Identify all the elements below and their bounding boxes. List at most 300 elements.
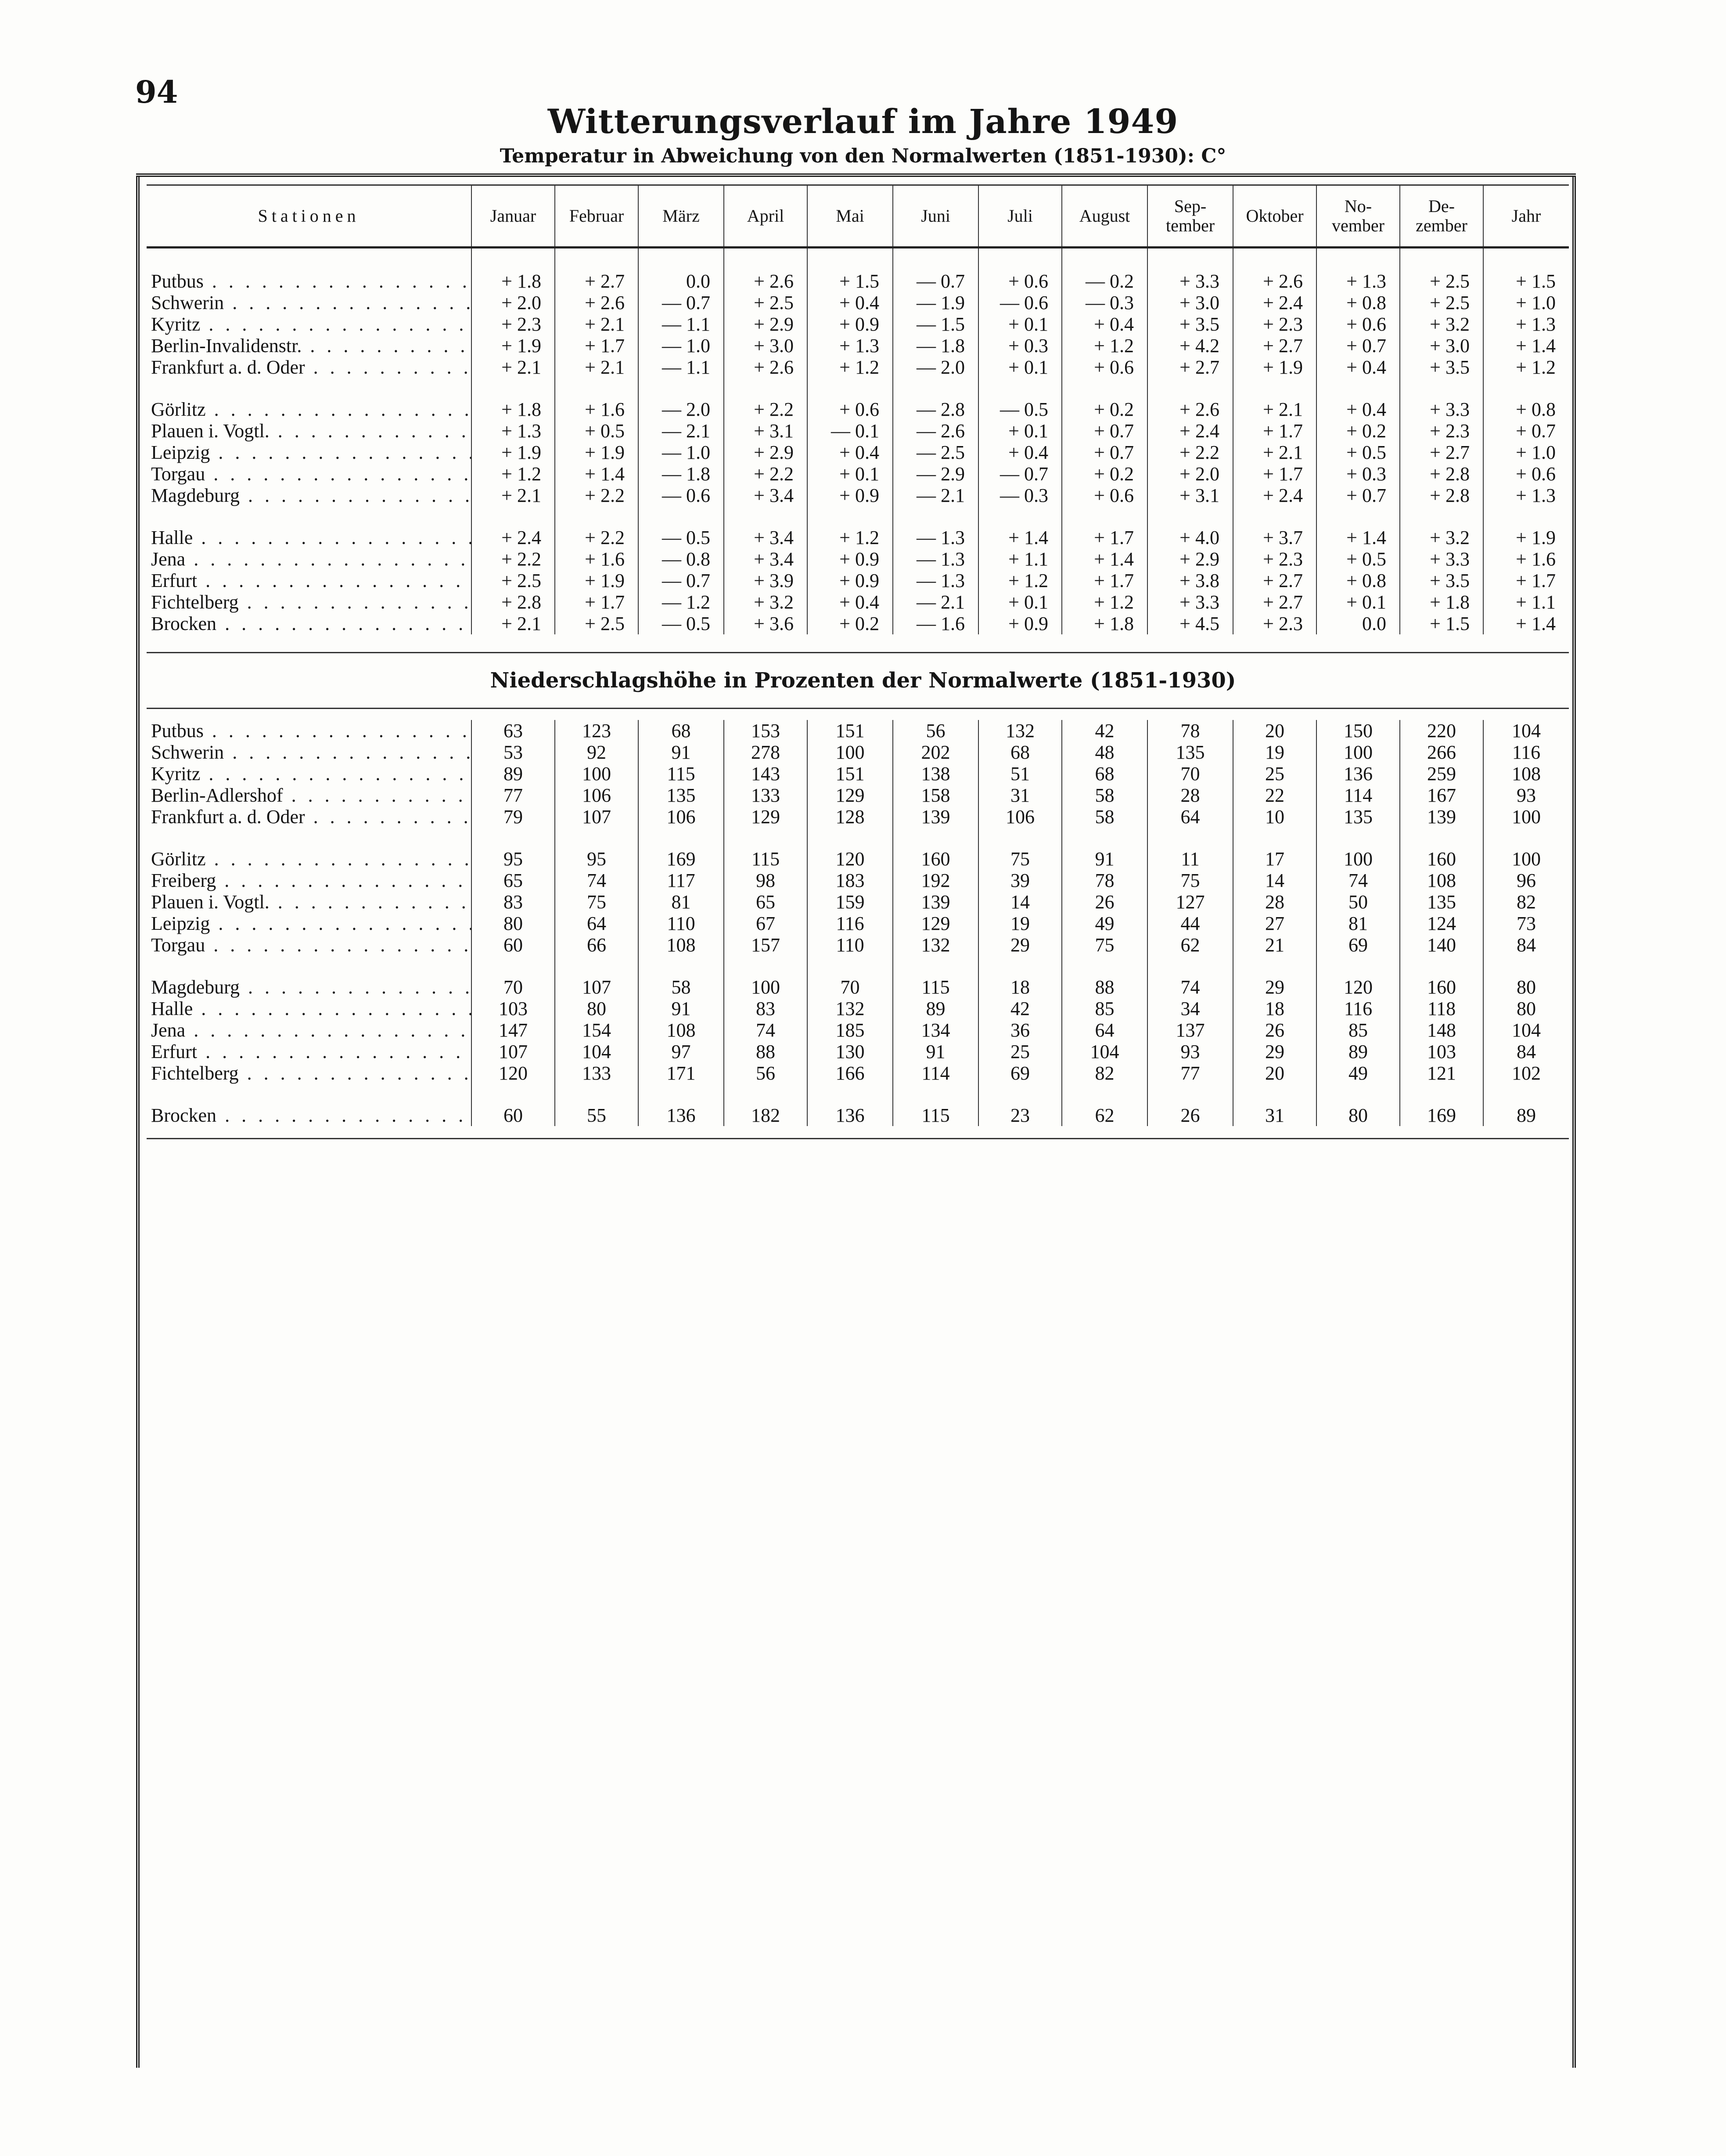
value-cell: + 3.0 [1400,335,1483,356]
value-cell: + 4.2 [1147,335,1233,356]
value-cell: + 2.6 [1233,248,1316,292]
value-cell: 124 [1400,913,1483,934]
value-cell: 138 [893,763,978,785]
value-cell: 103 [1400,1041,1483,1062]
value-cell: 65 [724,891,807,913]
value-cell: 167 [1400,785,1483,806]
value-cell: + 2.0 [471,292,555,313]
header-month: Jahr [1483,185,1569,248]
value-cell: + 2.6 [1147,399,1233,420]
value-cell: + 1.2 [471,463,555,485]
value-cell: + 0.9 [807,570,893,591]
value-cell: + 1.4 [555,463,638,485]
value-cell: 100 [1483,806,1569,828]
value-cell: 136 [1316,763,1400,785]
value-cell: + 1.9 [1233,356,1316,378]
value-cell: 77 [471,785,555,806]
value-cell: + 2.4 [471,527,555,548]
value-cell: + 3.7 [1233,527,1316,548]
page-title: Witterungsverlauf im Jahre 1949 [547,102,1179,141]
value-cell: 115 [893,976,978,998]
value-cell: 0.0 [1316,613,1400,634]
value-cell: 89 [471,763,555,785]
value-cell: 128 [807,806,893,828]
value-cell: 115 [724,848,807,870]
station-label: Magdeburg [151,976,240,998]
value-cell: 27 [1233,913,1316,934]
value-cell: 153 [724,720,807,741]
value-cell: + 3.3 [1147,591,1233,613]
leader-dots [200,313,471,335]
value-cell: + 2.2 [724,463,807,485]
leader-dots [270,420,471,442]
station-label: Magdeburg [151,485,240,506]
value-cell: 202 [893,741,978,763]
station-label: Kyritz [151,763,201,785]
group-spacer [147,506,1569,527]
station-label: Halle [151,998,193,1019]
value-cell: 20 [1233,1062,1316,1084]
value-cell: 0.0 [638,248,724,292]
value-cell: 115 [638,763,724,785]
value-cell: + 1.8 [1400,591,1483,613]
value-cell: + 2.1 [555,313,638,335]
leader-dots [240,976,471,998]
header-month: Juli [978,185,1062,248]
value-cell: + 3.5 [1400,356,1483,378]
table-row [147,591,1569,613]
value-cell: 150 [1316,720,1400,741]
value-cell: + 0.7 [1316,485,1400,506]
value-cell: 36 [978,1019,1062,1041]
value-cell: + 2.7 [1233,591,1316,613]
value-cell: + 0.3 [978,335,1062,356]
value-cell: 89 [893,998,978,1019]
value-cell: 74 [724,1019,807,1041]
value-cell: 11 [1147,848,1233,870]
station-label: Berlin-Invalidenstr. [151,335,302,356]
value-cell: 22 [1233,785,1316,806]
value-cell: 88 [724,1041,807,1062]
station-label: Görlitz [151,399,206,420]
station-name [147,870,471,891]
value-cell: 100 [1316,848,1400,870]
value-cell: 133 [724,785,807,806]
value-cell: 106 [978,806,1062,828]
value-cell: + 3.5 [1147,313,1233,335]
value-cell: — 1.5 [893,313,978,335]
value-cell: 151 [807,720,893,741]
value-cell: + 2.2 [724,399,807,420]
precipitation-bottom-rule [147,1138,1569,1139]
value-cell: 91 [1062,848,1147,870]
value-cell: + 0.9 [807,548,893,570]
value-cell: 79 [471,806,555,828]
header-month: Mai [807,185,893,248]
value-cell: 23 [978,1105,1062,1126]
value-cell: 78 [1147,720,1233,741]
value-cell: + 0.2 [1062,463,1147,485]
value-cell: + 1.0 [1483,292,1569,313]
leader-dots [210,913,471,934]
leader-dots [305,806,471,828]
station-label: Leipzig [151,442,210,463]
station-name [147,720,471,741]
value-cell: 75 [1062,934,1147,956]
value-cell: + 0.2 [807,613,893,634]
group-spacer [147,956,1569,976]
value-cell: + 0.5 [1316,548,1400,570]
table-frame-right [1572,176,1576,2068]
value-cell: + 1.7 [1062,527,1147,548]
value-cell: 68 [638,720,724,741]
leader-dots [197,570,471,591]
station-name [147,292,471,313]
value-cell: + 2.1 [471,356,555,378]
precipitation-table [147,720,1569,1126]
value-cell: 39 [978,870,1062,891]
value-cell: 166 [807,1062,893,1084]
value-cell: — 2.1 [638,420,724,442]
value-cell: — 0.2 [1062,248,1147,292]
value-cell: 55 [555,1105,638,1126]
value-cell: 91 [638,998,724,1019]
value-cell: + 3.4 [724,485,807,506]
value-cell: 56 [893,720,978,741]
value-cell: 80 [1316,1105,1400,1126]
value-cell: 50 [1316,891,1400,913]
station-name [147,248,471,292]
value-cell: — 0.5 [638,527,724,548]
station-name [147,976,471,998]
value-cell: + 2.2 [555,485,638,506]
value-cell: + 1.2 [1483,356,1569,378]
value-cell: 29 [1233,1041,1316,1062]
value-cell: + 1.7 [1062,570,1147,591]
value-cell: 17 [1233,848,1316,870]
value-cell: + 1.4 [978,527,1062,548]
value-cell: + 0.6 [1483,463,1569,485]
value-cell: 83 [724,998,807,1019]
value-cell: + 0.6 [1062,485,1147,506]
value-cell: 19 [1233,741,1316,763]
page-number: 94 [135,74,178,110]
table-row [147,292,1569,313]
value-cell: — 0.3 [1062,292,1147,313]
value-cell: 136 [807,1105,893,1126]
value-cell: 134 [893,1019,978,1041]
value-cell: + 3.0 [724,335,807,356]
table-row [147,399,1569,420]
table-row [147,998,1569,1019]
value-cell: + 2.2 [471,548,555,570]
value-cell: 64 [1147,806,1233,828]
table-row [147,335,1569,356]
leader-dots [185,548,471,570]
value-cell: 44 [1147,913,1233,934]
temperature-table [147,184,1569,634]
station-name [147,763,471,785]
station-name [147,848,471,870]
value-cell: 83 [471,891,555,913]
group-spacer [147,1084,1569,1105]
value-cell: 81 [1316,913,1400,934]
value-cell: + 0.7 [1483,420,1569,442]
value-cell: + 3.2 [724,591,807,613]
precipitation-header-rule [147,708,1569,709]
value-cell: — 0.5 [978,399,1062,420]
value-cell: + 2.1 [555,356,638,378]
value-cell: + 1.3 [807,335,893,356]
value-cell: 110 [638,913,724,934]
value-cell: + 0.5 [1316,442,1400,463]
value-cell: + 1.6 [555,399,638,420]
value-cell: + 2.4 [1233,485,1316,506]
leader-dots [205,934,471,956]
value-cell: + 0.4 [807,591,893,613]
value-cell: 135 [1316,806,1400,828]
value-cell: + 1.2 [807,356,893,378]
value-cell: — 1.0 [638,335,724,356]
value-cell: 73 [1483,913,1569,934]
header-month: Februar [555,185,638,248]
value-cell: 220 [1400,720,1483,741]
table-row [147,741,1569,763]
leader-dots [283,785,471,806]
value-cell: 74 [1316,870,1400,891]
header-stationen: Stationen [147,185,471,248]
value-cell: 85 [1316,1019,1400,1041]
group-spacer [147,828,1569,848]
value-cell: — 0.8 [638,548,724,570]
value-cell: 77 [1147,1062,1233,1084]
value-cell: + 2.7 [1233,570,1316,591]
value-cell: + 2.6 [724,356,807,378]
value-cell: 10 [1233,806,1316,828]
value-cell: + 1.7 [1233,420,1316,442]
value-cell: 93 [1147,1041,1233,1062]
value-cell: 14 [1233,870,1316,891]
value-cell: 14 [978,891,1062,913]
value-cell: 100 [1316,741,1400,763]
value-cell: — 2.1 [893,485,978,506]
value-cell: 91 [893,1041,978,1062]
value-cell: 107 [555,976,638,998]
value-cell: 91 [638,741,724,763]
value-cell: 182 [724,1105,807,1126]
station-name [147,356,471,378]
table-row [147,1062,1569,1084]
value-cell: — 2.0 [893,356,978,378]
value-cell: + 3.6 [724,613,807,634]
value-cell: + 2.8 [1400,463,1483,485]
value-cell: + 2.7 [555,248,638,292]
value-cell: + 1.3 [1483,485,1569,506]
value-cell: — 1.8 [638,463,724,485]
value-cell: + 0.2 [1316,420,1400,442]
value-cell: + 1.9 [1483,527,1569,548]
value-cell: 154 [555,1019,638,1041]
value-cell: 70 [1147,763,1233,785]
value-cell: + 1.5 [807,248,893,292]
value-cell: 21 [1233,934,1316,956]
value-cell: 78 [1062,870,1147,891]
table-row [147,613,1569,634]
station-label: Putbus [151,270,204,292]
station-name [147,527,471,548]
value-cell: — 0.7 [978,463,1062,485]
value-cell: 80 [471,913,555,934]
value-cell: + 2.7 [1147,356,1233,378]
value-cell: + 3.4 [724,527,807,548]
group-spacer [147,378,1569,399]
value-cell: 160 [1400,976,1483,998]
value-cell: 116 [807,913,893,934]
station-label: Erfurt [151,570,198,591]
value-cell: 278 [724,741,807,763]
value-cell: 135 [638,785,724,806]
value-cell: 60 [471,934,555,956]
value-cell: 62 [1062,1105,1147,1126]
value-cell: — 0.6 [978,292,1062,313]
value-cell: 129 [807,785,893,806]
station-label: Schwerin [151,741,224,763]
value-cell: + 3.3 [1147,248,1233,292]
station-name [147,335,471,356]
value-cell: + 2.7 [1400,442,1483,463]
value-cell: + 2.4 [1233,292,1316,313]
station-name [147,570,471,591]
value-cell: + 0.2 [1062,399,1147,420]
value-cell: 169 [1400,1105,1483,1126]
value-cell: + 2.7 [1233,335,1316,356]
value-cell: + 3.4 [724,548,807,570]
value-cell: 56 [724,1062,807,1084]
table-row [147,806,1569,828]
table-frame-left [136,176,140,2068]
value-cell: 89 [1483,1105,1569,1126]
value-cell: — 0.1 [807,420,893,442]
value-cell: + 3.3 [1400,399,1483,420]
value-cell: + 2.8 [471,591,555,613]
value-cell: 121 [1400,1062,1483,1084]
table-row [147,848,1569,870]
value-cell: + 2.4 [1147,420,1233,442]
header-month: Sep- tember [1147,185,1233,248]
value-cell: — 2.9 [893,463,978,485]
value-cell: + 0.5 [555,420,638,442]
table-row [147,548,1569,570]
value-cell: 49 [1316,1062,1400,1084]
value-cell: 104 [1062,1041,1147,1062]
station-name [147,806,471,828]
station-label: Halle [151,527,193,548]
value-cell: + 1.0 [1483,442,1569,463]
leader-dots [205,463,471,485]
value-cell: 80 [555,998,638,1019]
value-cell: 120 [1316,976,1400,998]
table-row [147,1019,1569,1041]
value-cell: 137 [1147,1019,1233,1041]
value-cell: 116 [1483,741,1569,763]
leader-dots [204,720,471,741]
value-cell: + 1.3 [471,420,555,442]
value-cell: 75 [555,891,638,913]
value-cell: + 0.6 [978,248,1062,292]
value-cell: + 1.4 [1483,613,1569,634]
value-cell: 107 [471,1041,555,1062]
value-cell: 28 [1233,891,1316,913]
value-cell: 95 [471,848,555,870]
temperature-subtitle: Temperatur in Abweichung von den Normalwerten (1851-1930): C° [500,145,1226,167]
value-cell: + 0.6 [1316,313,1400,335]
leader-dots [302,335,471,356]
value-cell: + 1.2 [1062,335,1147,356]
value-cell: — 1.8 [893,335,978,356]
value-cell: — 1.3 [893,548,978,570]
station-label: Jena [151,1019,186,1041]
value-cell: 259 [1400,763,1483,785]
value-cell: 67 [724,913,807,934]
value-cell: 139 [893,891,978,913]
value-cell: 18 [1233,998,1316,1019]
table-row [147,870,1569,891]
station-label: Plauen i. Vogtl. [151,420,270,442]
value-cell: — 0.7 [638,292,724,313]
station-label: Erfurt [151,1041,198,1062]
value-cell: 80 [1483,976,1569,998]
value-cell: + 3.3 [1400,548,1483,570]
value-cell: 143 [724,763,807,785]
value-cell: 26 [1062,891,1147,913]
value-cell: 120 [471,1062,555,1084]
leader-dots [216,1105,471,1126]
leader-dots [193,527,471,548]
station-name [147,1062,471,1084]
value-cell: + 0.8 [1316,570,1400,591]
value-cell: 151 [807,763,893,785]
value-cell: 66 [555,934,638,956]
header-month: August [1062,185,1147,248]
value-cell: 159 [807,891,893,913]
value-cell: 70 [807,976,893,998]
value-cell: + 2.9 [724,313,807,335]
value-cell: + 2.3 [1233,613,1316,634]
value-cell: 68 [978,741,1062,763]
value-cell: 82 [1483,891,1569,913]
leader-dots [206,399,471,420]
table-row [147,891,1569,913]
value-cell: + 3.9 [724,570,807,591]
value-cell: 69 [978,1062,1062,1084]
header-month: April [724,185,807,248]
table-row [147,976,1569,998]
value-cell: 115 [893,1105,978,1126]
value-cell: + 1.1 [978,548,1062,570]
value-cell: + 2.9 [724,442,807,463]
value-cell: — 0.7 [638,570,724,591]
value-cell: — 2.1 [893,591,978,613]
value-cell: — 0.5 [638,613,724,634]
station-name [147,741,471,763]
value-cell: 64 [1062,1019,1147,1041]
value-cell: + 0.1 [1316,591,1400,613]
value-cell: + 0.1 [978,420,1062,442]
value-cell: 100 [724,976,807,998]
station-label: Brocken [151,613,217,634]
station-label: Putbus [151,720,204,741]
value-cell: + 2.1 [1233,442,1316,463]
